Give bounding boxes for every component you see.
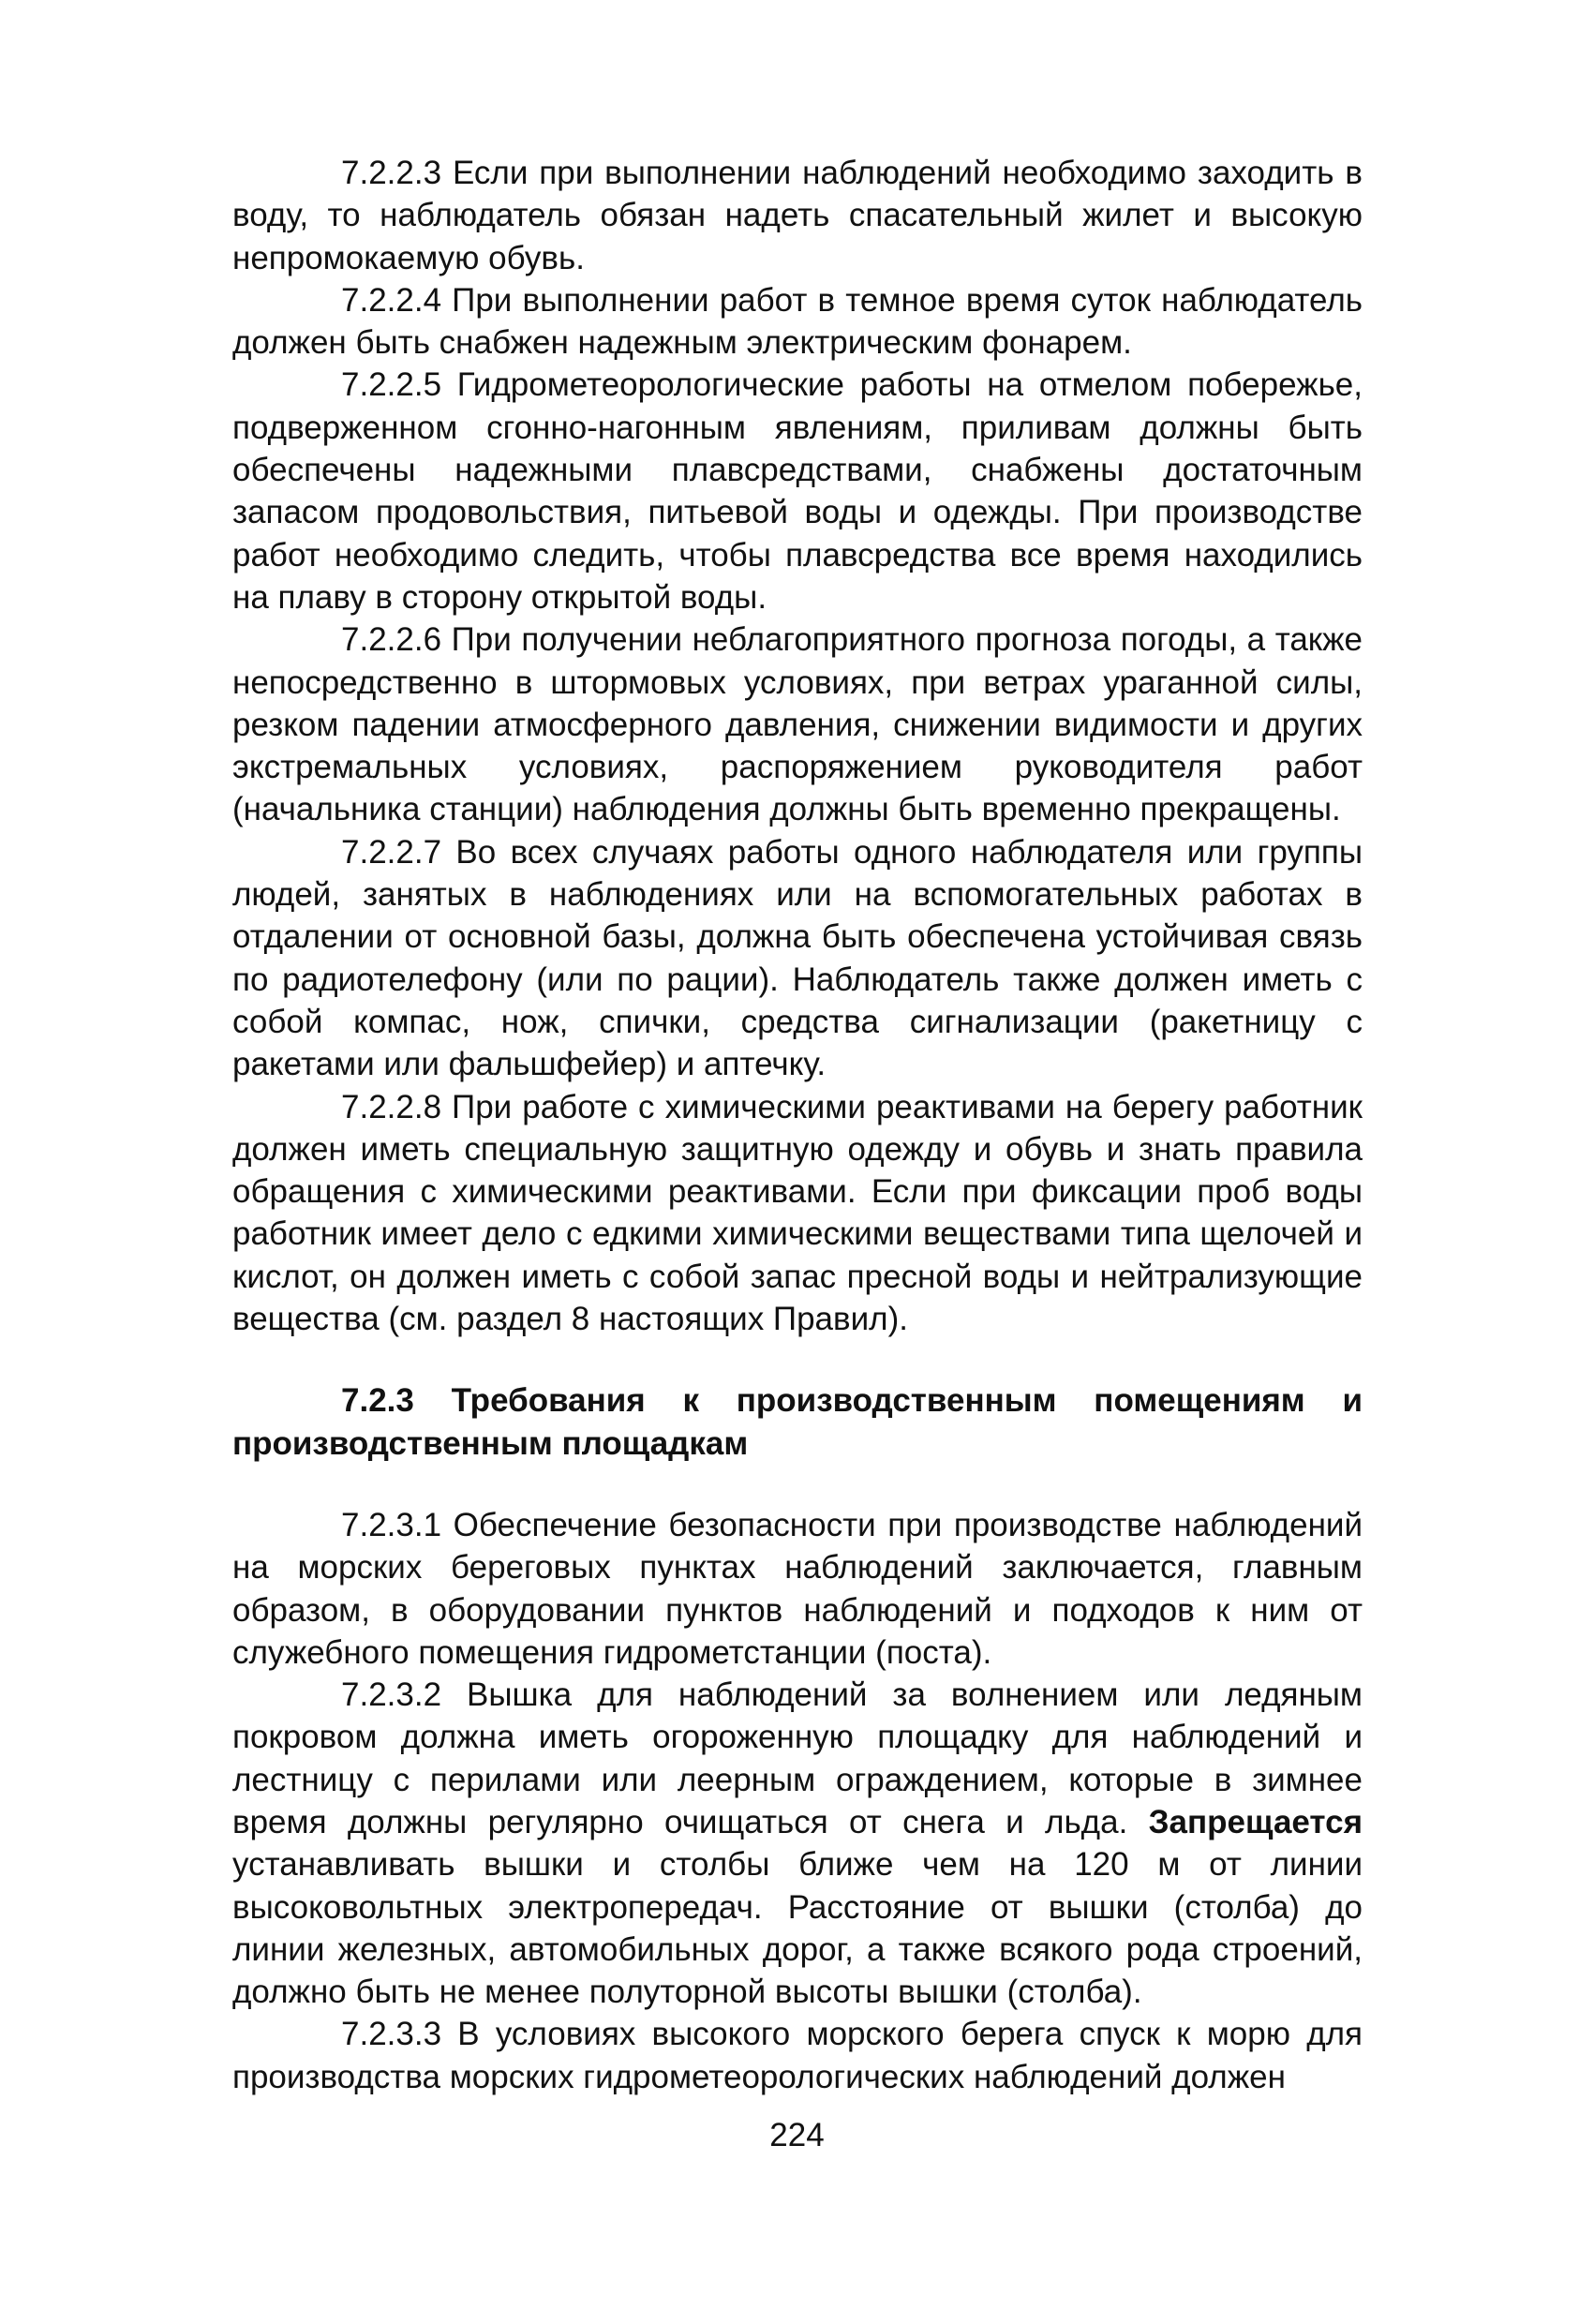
paragraph-7-2-3-3: 7.2.3.3 В условиях высокого морского берега спуск к морю для производства морских гидрометеорологических наблюдений должен xyxy=(232,2016,1363,2095)
paragraph-7-2-2-7: 7.2.2.7 Во всех случаях работы одного наблюдателя или группы людей, занятых в наблюдениях или на вспомогательных работах в отдалении от основной базы, должна быть обеспечена устойчивая связь по радиотелефону (или по рации). Наблюдатель также должен иметь с собой компас, нож, спички, средства сигнализации (ракетницу с ракетами или фальшфейер) и аптечку. xyxy=(232,833,1363,1083)
paragraph-7-2-3-1: 7.2.3.1 Обеспечение безопасности при производстве наблюдений на морских береговых пунктах наблюдений заключается, главным образом, в оборудовании пунктов наблюдений и подходов к ним от служебного помещения гидрометстанции (поста). xyxy=(232,1506,1363,1671)
paragraph-7-2-3-2-text-end: устанавливать вышки и столбы ближе чем на 120 м от линии высоковольтных электропередач. Расстояние от вышки (столба) до линии железных, автомобильных дорог, а также всякого рода строений, должно быть не менее полуторной высоты вышки (столба). xyxy=(232,1846,1363,2011)
paragraph-7-2-3-2 xyxy=(232,1674,1363,2013)
paragraph-7-2-3-2-text-start: 7.2.3.2 Вышка для наблюдений за волнением или ледяным покровом должна иметь огороженную площадку для наблюдений и лестницу с перилами или леерным ограждением, которые в зимнее время должны регулярно очищаться от снега и льда. xyxy=(232,1676,1363,1840)
paragraph-7-2-2-3: 7.2.2.3 Если при выполнении наблюдений необходимо заходить в воду, то наблюдатель обязан надеть спасательный жилет и высокую непромокаемую обувь. xyxy=(232,155,1363,276)
page-body xyxy=(232,152,1363,2098)
paragraph-7-2-2-6: 7.2.2.6 При получении неблагоприятного прогноза погоды, а также непосредственно в штормовых условиях, при ветрах ураганной силы, резком падении атмосферного давления, снижении видимости и других экстремальных условиях, распоряжением руководителя работ (начальника станции) наблюдения должны быть временно прекращены. xyxy=(232,621,1363,828)
page-number: 224 xyxy=(769,2117,825,2153)
paragraph-7-2-2-4: 7.2.2.4 При выполнении работ в темное время суток наблюдатель должен быть снабжен надежным электрическим фонарем. xyxy=(232,281,1363,362)
paragraph-7-2-2-5: 7.2.2.5 Гидрометеорологические работы на отмелом побережье, подверженном сгонно-нагонным явлениям, приливам должны быть обеспечены надежными плавсредствами, снабжены достаточным запасом продовольствия, питьевой воды и одежды. При производстве работ необходимо следить, чтобы плавсредства все время находились на плаву в сторону открытой воды. xyxy=(232,366,1363,616)
paragraph-7-2-2-8: 7.2.2.8 При работе с химическими реактивами на берегу работник должен иметь специальную защитную одежду и обувь и знать правила обращения с химическими реактивами. Если при фиксации проб воды работник имеет дело с едкими химическими веществами типа щелочей и кислот, он должен иметь с собой запас пресной воды и нейтрализующие вещества (см. раздел 8 настоящих Правил). xyxy=(232,1088,1363,1338)
prohibited-emphasis: Запрещается xyxy=(1148,1803,1363,1840)
section-heading-7-2-3: 7.2.3 Требования к производственным помещениям и производственным площадкам xyxy=(232,1382,1363,1462)
